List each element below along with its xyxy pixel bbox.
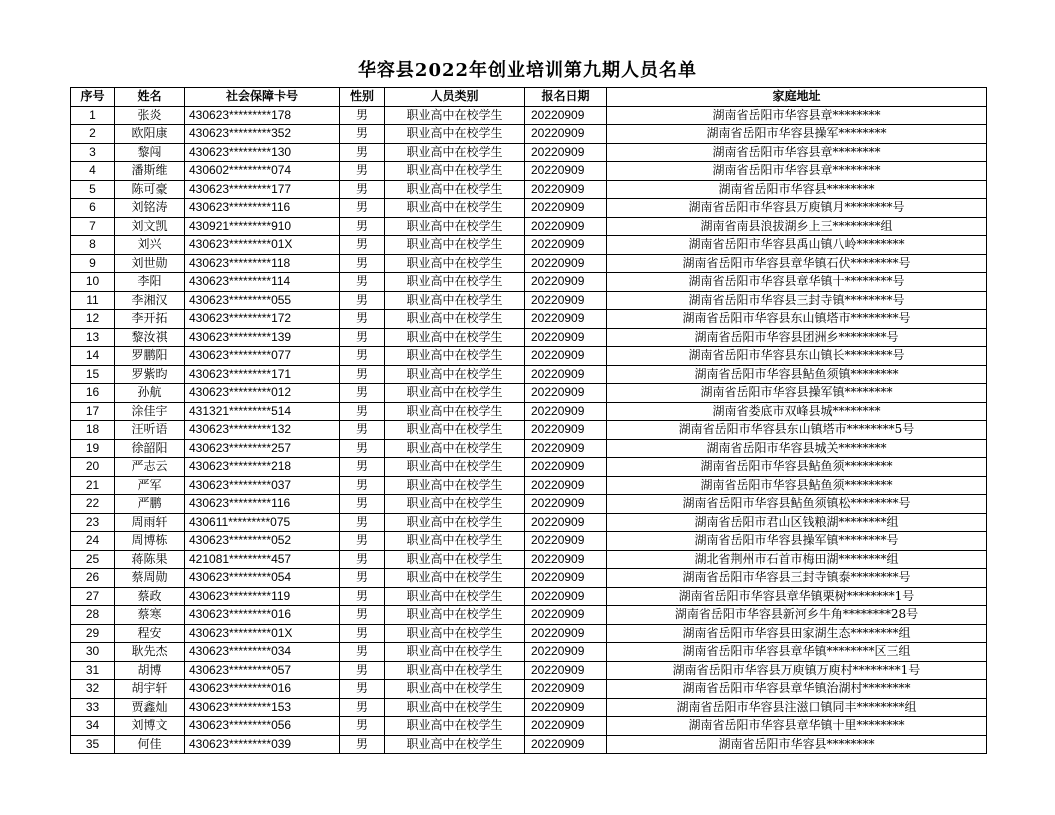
cell-gender: 男 [340, 402, 385, 421]
cell-ssn: 430623*********132 [185, 421, 340, 440]
cell-name: 汪听语 [115, 421, 185, 440]
cell-date: 20220909 [525, 328, 607, 347]
cell-gender: 男 [340, 550, 385, 569]
cell-date: 20220909 [525, 680, 607, 699]
cell-name: 徐韶阳 [115, 439, 185, 458]
cell-date: 20220909 [525, 125, 607, 144]
cell-category: 职业高中在校学生 [385, 125, 525, 144]
cell-date: 20220909 [525, 199, 607, 218]
cell-name: 陈可豪 [115, 180, 185, 199]
table-row [71, 680, 987, 699]
cell-gender: 男 [340, 199, 385, 218]
table-row [71, 643, 987, 662]
cell-address: 湖南省岳阳市华容县鲇鱼须******** [607, 458, 987, 477]
cell-date: 20220909 [525, 550, 607, 569]
cell-category: 职业高中在校学生 [385, 291, 525, 310]
cell-address: 湖南省岳阳市华容县东山镇塔市********5号 [607, 421, 987, 440]
cell-ssn: 430623*********171 [185, 365, 340, 384]
header-date: 报名日期 [525, 88, 607, 107]
cell-no: 33 [71, 698, 115, 717]
cell-category: 职业高中在校学生 [385, 106, 525, 125]
cell-category: 职业高中在校学生 [385, 550, 525, 569]
cell-name: 胡博 [115, 661, 185, 680]
cell-ssn: 430623*********257 [185, 439, 340, 458]
cell-no: 29 [71, 624, 115, 643]
cell-address: 湖南省岳阳市华容县章华镇十里******** [607, 717, 987, 736]
cell-ssn: 421081*********457 [185, 550, 340, 569]
table-row [71, 254, 987, 273]
cell-name: 孙航 [115, 384, 185, 403]
table-row [71, 421, 987, 440]
cell-gender: 男 [340, 217, 385, 236]
cell-name: 刘兴 [115, 236, 185, 255]
cell-category: 职业高中在校学生 [385, 180, 525, 199]
cell-no: 20 [71, 458, 115, 477]
cell-category: 职业高中在校学生 [385, 254, 525, 273]
header-name: 姓名 [115, 88, 185, 107]
table-row [71, 180, 987, 199]
cell-category: 职业高中在校学生 [385, 643, 525, 662]
cell-no: 21 [71, 476, 115, 495]
cell-address: 湖南省岳阳市华容县章******** [607, 162, 987, 181]
cell-gender: 男 [340, 624, 385, 643]
table-row [71, 347, 987, 366]
cell-date: 20220909 [525, 661, 607, 680]
cell-address: 湖南省岳阳市华容县章华镇栗树********1号 [607, 587, 987, 606]
cell-date: 20220909 [525, 402, 607, 421]
cell-address: 湖南省岳阳市华容县万庾镇月********号 [607, 199, 987, 218]
cell-name: 潘斯维 [115, 162, 185, 181]
cell-no: 30 [71, 643, 115, 662]
cell-address: 湖南省岳阳市华容县三封寺镇泰********号 [607, 569, 987, 588]
cell-category: 职业高中在校学生 [385, 532, 525, 551]
table-row [71, 199, 987, 218]
cell-name: 贾鑫灿 [115, 698, 185, 717]
cell-address: 湖南省南县浪拔湖乡上三********组 [607, 217, 987, 236]
cell-address: 湖南省娄底市双峰县城******** [607, 402, 987, 421]
cell-category: 职业高中在校学生 [385, 587, 525, 606]
cell-category: 职业高中在校学生 [385, 661, 525, 680]
table-row [71, 365, 987, 384]
cell-no: 8 [71, 236, 115, 255]
header-gender: 性别 [340, 88, 385, 107]
cell-gender: 男 [340, 495, 385, 514]
cell-category: 职业高中在校学生 [385, 162, 525, 181]
table-row [71, 384, 987, 403]
header-row [71, 88, 987, 107]
cell-name: 黎汝祺 [115, 328, 185, 347]
cell-gender: 男 [340, 587, 385, 606]
cell-date: 20220909 [525, 569, 607, 588]
cell-ssn: 430611*********075 [185, 513, 340, 532]
cell-no: 27 [71, 587, 115, 606]
cell-ssn: 430623*********116 [185, 199, 340, 218]
cell-date: 20220909 [525, 439, 607, 458]
table-row [71, 143, 987, 162]
cell-gender: 男 [340, 513, 385, 532]
table-row [71, 717, 987, 736]
table-row [71, 291, 987, 310]
cell-address: 湖南省岳阳市华容县三封寺镇********号 [607, 291, 987, 310]
cell-date: 20220909 [525, 310, 607, 329]
cell-no: 32 [71, 680, 115, 699]
cell-ssn: 430623*********016 [185, 606, 340, 625]
cell-gender: 男 [340, 254, 385, 273]
cell-gender: 男 [340, 162, 385, 181]
cell-no: 13 [71, 328, 115, 347]
cell-ssn: 430623*********037 [185, 476, 340, 495]
cell-category: 职业高中在校学生 [385, 569, 525, 588]
cell-date: 20220909 [525, 106, 607, 125]
cell-no: 7 [71, 217, 115, 236]
table-row [71, 106, 987, 125]
cell-name: 李湘汉 [115, 291, 185, 310]
table-row [71, 217, 987, 236]
cell-date: 20220909 [525, 254, 607, 273]
cell-date: 20220909 [525, 476, 607, 495]
cell-no: 18 [71, 421, 115, 440]
table-row [71, 273, 987, 292]
cell-ssn: 430623*********052 [185, 532, 340, 551]
cell-no: 31 [71, 661, 115, 680]
cell-gender: 男 [340, 421, 385, 440]
cell-no: 11 [71, 291, 115, 310]
cell-name: 蔡周勋 [115, 569, 185, 588]
cell-ssn: 430623*********055 [185, 291, 340, 310]
cell-gender: 男 [340, 143, 385, 162]
cell-date: 20220909 [525, 273, 607, 292]
cell-ssn: 430623*********077 [185, 347, 340, 366]
cell-date: 20220909 [525, 347, 607, 366]
cell-gender: 男 [340, 717, 385, 736]
cell-ssn: 430921*********910 [185, 217, 340, 236]
cell-category: 职业高中在校学生 [385, 384, 525, 403]
cell-ssn: 430623*********054 [185, 569, 340, 588]
cell-name: 蔡寒 [115, 606, 185, 625]
cell-no: 3 [71, 143, 115, 162]
table-row [71, 476, 987, 495]
table-row [71, 661, 987, 680]
cell-gender: 男 [340, 680, 385, 699]
cell-ssn: 430602*********074 [185, 162, 340, 181]
cell-gender: 男 [340, 439, 385, 458]
cell-name: 程安 [115, 624, 185, 643]
cell-date: 20220909 [525, 365, 607, 384]
cell-no: 25 [71, 550, 115, 569]
roster-table [70, 87, 987, 754]
cell-name: 欧阳康 [115, 125, 185, 144]
cell-address: 湖南省岳阳市华容县团洲乡********号 [607, 328, 987, 347]
header-address: 家庭地址 [607, 88, 987, 107]
table-row [71, 402, 987, 421]
cell-no: 2 [71, 125, 115, 144]
cell-date: 20220909 [525, 217, 607, 236]
table-row [71, 439, 987, 458]
cell-no: 17 [71, 402, 115, 421]
cell-name: 刘博文 [115, 717, 185, 736]
cell-name: 李阳 [115, 273, 185, 292]
cell-address: 湖南省岳阳市华容县注滋口镇同丰********组 [607, 698, 987, 717]
cell-gender: 男 [340, 365, 385, 384]
table-row [71, 513, 987, 532]
cell-ssn: 430623*********01X [185, 624, 340, 643]
cell-category: 职业高中在校学生 [385, 365, 525, 384]
cell-date: 20220909 [525, 384, 607, 403]
cell-no: 19 [71, 439, 115, 458]
cell-date: 20220909 [525, 143, 607, 162]
cell-category: 职业高中在校学生 [385, 217, 525, 236]
table-row [71, 569, 987, 588]
table-row [71, 698, 987, 717]
header-no: 序号 [71, 88, 115, 107]
cell-date: 20220909 [525, 735, 607, 754]
table-row [71, 624, 987, 643]
cell-address: 湖南省岳阳市华容县******** [607, 180, 987, 199]
cell-gender: 男 [340, 458, 385, 477]
table-row [71, 125, 987, 144]
cell-address: 湖南省岳阳市华容县城关******** [607, 439, 987, 458]
cell-gender: 男 [340, 606, 385, 625]
cell-address: 湖南省岳阳市华容县操军******** [607, 125, 987, 144]
cell-no: 10 [71, 273, 115, 292]
cell-ssn: 430623*********172 [185, 310, 340, 329]
cell-category: 职业高中在校学生 [385, 421, 525, 440]
cell-category: 职业高中在校学生 [385, 402, 525, 421]
cell-no: 14 [71, 347, 115, 366]
cell-no: 26 [71, 569, 115, 588]
cell-ssn: 430623*********056 [185, 717, 340, 736]
cell-gender: 男 [340, 569, 385, 588]
cell-no: 4 [71, 162, 115, 181]
cell-name: 严志云 [115, 458, 185, 477]
cell-address: 湖南省岳阳市华容县章华镇治湖村******** [607, 680, 987, 699]
cell-category: 职业高中在校学生 [385, 624, 525, 643]
cell-address: 湖南省岳阳市华容县******** [607, 735, 987, 754]
cell-name: 周雨轩 [115, 513, 185, 532]
cell-address: 湖南省岳阳市华容县鲇鱼须******** [607, 476, 987, 495]
cell-name: 刘铭涛 [115, 199, 185, 218]
cell-date: 20220909 [525, 717, 607, 736]
cell-ssn: 431321*********514 [185, 402, 340, 421]
cell-date: 20220909 [525, 291, 607, 310]
cell-category: 职业高中在校学生 [385, 735, 525, 754]
cell-name: 蔡政 [115, 587, 185, 606]
cell-address: 湖南省岳阳市华容县田家湖生态********组 [607, 624, 987, 643]
cell-ssn: 430623*********177 [185, 180, 340, 199]
cell-name: 罗紫昀 [115, 365, 185, 384]
cell-date: 20220909 [525, 606, 607, 625]
table-row [71, 310, 987, 329]
cell-gender: 男 [340, 735, 385, 754]
cell-name: 耿先杰 [115, 643, 185, 662]
cell-gender: 男 [340, 106, 385, 125]
cell-address: 湖南省岳阳市华容县新河乡牛角********28号 [607, 606, 987, 625]
cell-gender: 男 [340, 347, 385, 366]
cell-category: 职业高中在校学生 [385, 513, 525, 532]
cell-ssn: 430623*********016 [185, 680, 340, 699]
cell-date: 20220909 [525, 236, 607, 255]
cell-address: 湖南省岳阳市华容县万庾镇万庾村********1号 [607, 661, 987, 680]
cell-no: 12 [71, 310, 115, 329]
cell-no: 22 [71, 495, 115, 514]
cell-category: 职业高中在校学生 [385, 476, 525, 495]
cell-category: 职业高中在校学生 [385, 680, 525, 699]
cell-address: 湖南省岳阳市华容县禹山镇八岭******** [607, 236, 987, 255]
table-row [71, 328, 987, 347]
cell-ssn: 430623*********116 [185, 495, 340, 514]
cell-ssn: 430623*********01X [185, 236, 340, 255]
cell-no: 15 [71, 365, 115, 384]
cell-category: 职业高中在校学生 [385, 199, 525, 218]
table-row [71, 236, 987, 255]
cell-ssn: 430623*********118 [185, 254, 340, 273]
document-title: 华容县2022年创业培训第九期人员名单 [357, 60, 698, 81]
cell-category: 职业高中在校学生 [385, 143, 525, 162]
cell-no: 23 [71, 513, 115, 532]
cell-date: 20220909 [525, 162, 607, 181]
cell-address: 湖南省岳阳市华容县章******** [607, 143, 987, 162]
cell-address: 湖北省荆州市石首市梅田湖********组 [607, 550, 987, 569]
cell-address: 湖南省岳阳市华容县章华镇********区三组 [607, 643, 987, 662]
cell-category: 职业高中在校学生 [385, 439, 525, 458]
cell-no: 6 [71, 199, 115, 218]
cell-name: 刘文凯 [115, 217, 185, 236]
cell-gender: 男 [340, 236, 385, 255]
cell-date: 20220909 [525, 587, 607, 606]
cell-gender: 男 [340, 328, 385, 347]
cell-no: 24 [71, 532, 115, 551]
cell-no: 5 [71, 180, 115, 199]
cell-gender: 男 [340, 476, 385, 495]
cell-name: 刘世勋 [115, 254, 185, 273]
cell-name: 严军 [115, 476, 185, 495]
cell-category: 职业高中在校学生 [385, 698, 525, 717]
cell-ssn: 430623*********039 [185, 735, 340, 754]
cell-ssn: 430623*********057 [185, 661, 340, 680]
cell-name: 涂佳宇 [115, 402, 185, 421]
cell-no: 16 [71, 384, 115, 403]
cell-name: 何佳 [115, 735, 185, 754]
table-row [71, 587, 987, 606]
table-row [71, 735, 987, 754]
cell-address: 湖南省岳阳市华容县东山镇塔市********号 [607, 310, 987, 329]
cell-category: 职业高中在校学生 [385, 310, 525, 329]
cell-category: 职业高中在校学生 [385, 458, 525, 477]
cell-name: 严鹏 [115, 495, 185, 514]
cell-address: 湖南省岳阳市华容县鲇鱼须镇******** [607, 365, 987, 384]
cell-gender: 男 [340, 273, 385, 292]
table-row [71, 162, 987, 181]
cell-address: 湖南省岳阳市君山区钱粮湖********组 [607, 513, 987, 532]
cell-gender: 男 [340, 698, 385, 717]
cell-name: 罗鹏阳 [115, 347, 185, 366]
cell-name: 周博栋 [115, 532, 185, 551]
cell-address: 湖南省岳阳市华容县东山镇长********号 [607, 347, 987, 366]
table-row [71, 458, 987, 477]
header-category: 人员类别 [385, 88, 525, 107]
cell-no: 28 [71, 606, 115, 625]
cell-category: 职业高中在校学生 [385, 495, 525, 514]
cell-name: 张炎 [115, 106, 185, 125]
cell-gender: 男 [340, 125, 385, 144]
cell-ssn: 430623*********034 [185, 643, 340, 662]
cell-no: 34 [71, 717, 115, 736]
cell-address: 湖南省岳阳市华容县章******** [607, 106, 987, 125]
cell-category: 职业高中在校学生 [385, 236, 525, 255]
cell-date: 20220909 [525, 643, 607, 662]
cell-date: 20220909 [525, 421, 607, 440]
cell-no: 1 [71, 106, 115, 125]
cell-gender: 男 [340, 291, 385, 310]
cell-category: 职业高中在校学生 [385, 328, 525, 347]
cell-address: 湖南省岳阳市华容县操军镇******** [607, 384, 987, 403]
cell-name: 胡宇轩 [115, 680, 185, 699]
cell-date: 20220909 [525, 458, 607, 477]
cell-date: 20220909 [525, 698, 607, 717]
cell-name: 蒋陈果 [115, 550, 185, 569]
cell-ssn: 430623*********178 [185, 106, 340, 125]
cell-date: 20220909 [525, 532, 607, 551]
header-ssn: 社会保障卡号 [185, 88, 340, 107]
cell-date: 20220909 [525, 495, 607, 514]
cell-name: 李开拓 [115, 310, 185, 329]
cell-gender: 男 [340, 180, 385, 199]
cell-category: 职业高中在校学生 [385, 273, 525, 292]
table-row [71, 550, 987, 569]
cell-name: 黎闯 [115, 143, 185, 162]
cell-gender: 男 [340, 643, 385, 662]
cell-category: 职业高中在校学生 [385, 347, 525, 366]
cell-gender: 男 [340, 532, 385, 551]
table-row [71, 495, 987, 514]
cell-no: 35 [71, 735, 115, 754]
cell-address: 湖南省岳阳市华容县鲇鱼须镇松********号 [607, 495, 987, 514]
cell-ssn: 430623*********218 [185, 458, 340, 477]
cell-address: 湖南省岳阳市华容县操军镇********号 [607, 532, 987, 551]
cell-ssn: 430623*********139 [185, 328, 340, 347]
cell-category: 职业高中在校学生 [385, 717, 525, 736]
cell-gender: 男 [340, 310, 385, 329]
cell-gender: 男 [340, 661, 385, 680]
table-row [71, 532, 987, 551]
cell-ssn: 430623*********153 [185, 698, 340, 717]
cell-ssn: 430623*********119 [185, 587, 340, 606]
cell-date: 20220909 [525, 624, 607, 643]
table-row [71, 606, 987, 625]
cell-ssn: 430623*********012 [185, 384, 340, 403]
cell-address: 湖南省岳阳市华容县章华镇十********号 [607, 273, 987, 292]
cell-date: 20220909 [525, 513, 607, 532]
cell-category: 职业高中在校学生 [385, 606, 525, 625]
cell-address: 湖南省岳阳市华容县章华镇石伏********号 [607, 254, 987, 273]
cell-ssn: 430623*********352 [185, 125, 340, 144]
cell-no: 9 [71, 254, 115, 273]
cell-ssn: 430623*********130 [185, 143, 340, 162]
cell-ssn: 430623*********114 [185, 273, 340, 292]
cell-date: 20220909 [525, 180, 607, 199]
cell-gender: 男 [340, 384, 385, 403]
